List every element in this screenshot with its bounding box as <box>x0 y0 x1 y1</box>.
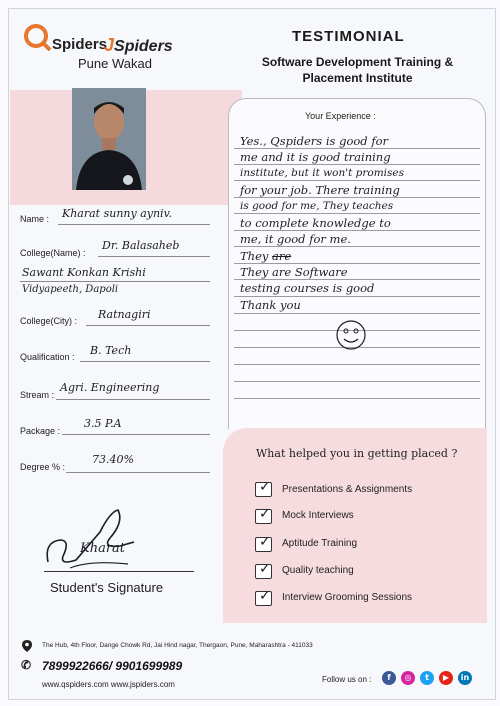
subtitle-line-2: Placement Institute <box>302 71 413 85</box>
jspiders-brand-j: JSpiders <box>104 35 173 55</box>
ruled-line <box>234 381 480 382</box>
student-photo <box>72 88 146 190</box>
experience-line-8-wrap: They are <box>240 249 292 263</box>
jspiders-brand: Spiders <box>114 38 173 55</box>
experience-line-5: is good for me, They teaches <box>240 200 394 212</box>
signature-label: Student's Signature <box>50 580 164 595</box>
ruled-line <box>234 246 480 247</box>
ruled-line <box>234 164 480 165</box>
subtitle-line-1: Software Development Training & <box>261 55 454 69</box>
twitter-icon[interactable]: t <box>420 671 434 685</box>
aptitude-checkbox[interactable] <box>255 534 272 552</box>
linkedin-icon[interactable]: in <box>458 671 472 685</box>
name-value: Kharat sunny ayniv. <box>62 207 172 220</box>
experience-line-6: to complete knowledge to <box>240 216 391 230</box>
ruled-line <box>234 313 480 314</box>
page-subtitle <box>240 54 475 86</box>
branch-location: Pune Wakad <box>78 56 152 71</box>
ruled-line <box>234 230 480 231</box>
mock-interviews-option-label: Mock Interviews <box>282 510 354 521</box>
grooming-option-label: Interview Grooming Sessions <box>282 592 413 603</box>
placement-help-question: What helped you in getting placed ? <box>256 447 458 460</box>
smiley-icon <box>334 318 368 352</box>
experience-label: Your Experience : <box>305 111 376 121</box>
experience-line-3: institute, but it won't promises <box>240 167 405 179</box>
qualification-line <box>80 361 210 362</box>
experience-line-9: testing courses is good <box>240 281 375 295</box>
youtube-icon[interactable]: ▶ <box>439 671 453 685</box>
check-icon: ✓ <box>259 588 271 604</box>
college-name-value-1: Dr. Balasaheb <box>102 239 180 252</box>
location-pin-icon <box>22 640 32 652</box>
quality-teaching-option-label: Quality teaching <box>282 565 354 576</box>
struck-word: are <box>272 249 292 263</box>
ruled-line <box>234 263 480 264</box>
college-city-line <box>86 325 210 326</box>
stream-value: Agri. Engineering <box>60 381 160 394</box>
college-name-label: College(Name) : <box>20 248 86 258</box>
qualification-value: B. Tech <box>90 344 132 357</box>
follow-label: Follow us on : <box>322 675 372 684</box>
stream-line <box>56 399 210 400</box>
ruled-line <box>234 197 480 198</box>
package-line <box>62 434 210 435</box>
college-name-line <box>98 256 210 257</box>
ruled-line <box>234 148 480 149</box>
signature-line <box>44 571 194 572</box>
ruled-line <box>234 213 480 214</box>
page-title: TESTIMONIAL <box>292 28 405 45</box>
check-icon: ✓ <box>259 534 271 550</box>
check-icon: ✓ <box>259 506 271 522</box>
experience-line-4: for your job. There training <box>240 183 400 197</box>
ruled-line <box>234 364 480 365</box>
footer-address: The Hub, 4th Floor, Dange Chowk Rd, Jai Hind nagar, Thergaon, Pune, Maharashtra - 411033 <box>42 642 313 649</box>
facebook-icon[interactable]: f <box>382 671 396 685</box>
college-city-label: College(City) : <box>20 316 78 326</box>
qspiders-brand: Spiders <box>52 36 108 53</box>
student-signature-drawing <box>40 502 140 574</box>
ruled-line <box>234 279 480 280</box>
instagram-icon[interactable]: ◎ <box>401 671 415 685</box>
aptitude-option-label: Aptitude Training <box>282 538 358 549</box>
grooming-checkbox[interactable] <box>255 588 272 606</box>
qspiders-logo-icon <box>22 22 52 52</box>
package-value: 3.5 P.A <box>84 417 122 430</box>
experience-line-10: Thank you <box>240 298 301 312</box>
phone-icon: ✆ <box>21 658 32 672</box>
experience-line-1: Yes., Qspiders is good for <box>240 134 388 148</box>
experience-line-2: me and it is good training <box>240 150 391 164</box>
footer-websites: www.qspiders.com www.jspiders.com <box>42 680 175 689</box>
presentations-checkbox[interactable] <box>255 479 272 497</box>
college-name-value-2: Sawant Konkan Krishi <box>22 266 146 279</box>
college-name-line-2 <box>20 281 210 282</box>
experience-line-8: They are Software <box>240 265 348 279</box>
name-line <box>58 224 210 225</box>
qualification-label: Qualification : <box>20 352 75 362</box>
stream-label: Stream : <box>20 390 55 400</box>
mock-interviews-checkbox[interactable] <box>255 506 272 524</box>
degree-line <box>66 472 210 473</box>
name-label: Name : <box>20 214 50 224</box>
ruled-line <box>234 180 480 181</box>
package-label: Package : <box>20 426 61 436</box>
check-icon: ✓ <box>259 479 271 495</box>
experience-line-7: me, it good for me. <box>240 232 351 246</box>
college-city-value: Ratnagiri <box>98 308 151 321</box>
ruled-line <box>234 296 480 297</box>
presentations-option-label: Presentations & Assignments <box>282 484 413 495</box>
check-icon: ✓ <box>259 561 271 577</box>
quality-teaching-checkbox[interactable] <box>255 561 272 579</box>
degree-value: 73.40% <box>92 453 134 466</box>
degree-label: Degree % : <box>20 462 66 472</box>
signature-text: Kharat <box>80 541 126 556</box>
college-name-value-3: Vidyapeeth, Dapoli <box>22 284 119 295</box>
footer-phone: 7899922666/ 9901699989 <box>42 659 183 673</box>
ruled-line <box>234 398 480 399</box>
